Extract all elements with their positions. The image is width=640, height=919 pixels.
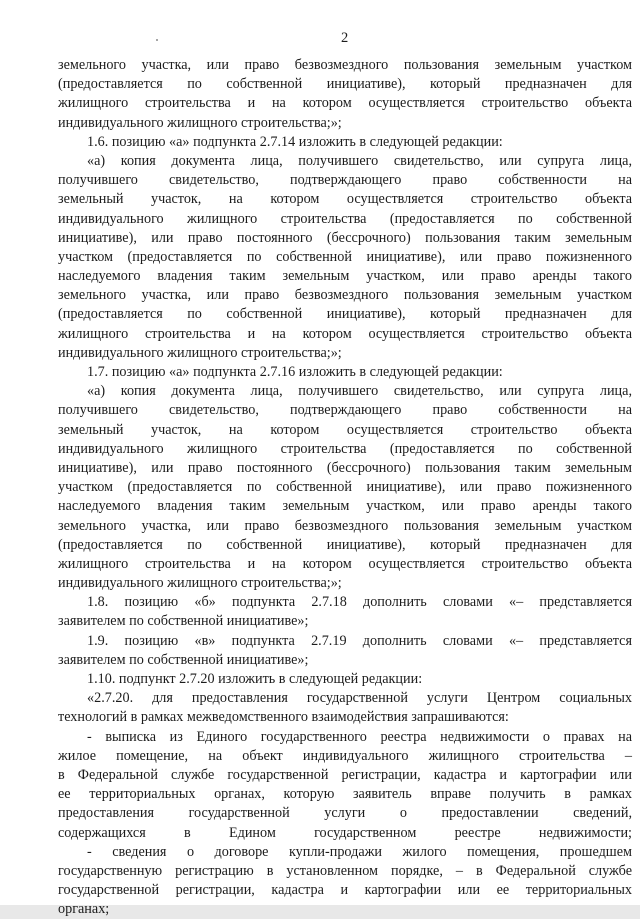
- text-line: (предоставляется по собственной инициативе), который предназначен для: [58, 76, 632, 93]
- paragraph: [58, 382, 632, 593]
- text-line: государственную регистрацию в установленном порядке, – в Федеральной службе: [58, 862, 632, 879]
- paragraph: [58, 593, 632, 631]
- text-line: индивидуального жилищного строительства (предоставляется по собственной: [58, 440, 632, 457]
- text-line: индивидуального жилищного строительства;»;: [58, 344, 342, 361]
- text-line: «2.7.20. для предоставления государственной услуги Центром социальных: [87, 690, 632, 707]
- text-line: предоставления государственной услуги о предоставлении сведений,: [58, 805, 632, 822]
- text-line: инициативе), или право постоянного (бессрочного) пользования таким земельным: [58, 229, 632, 246]
- text-line: 1.7. позицию «а» подпункта 2.7.16 изложить в следующей редакции:: [87, 364, 503, 380]
- paragraph: [58, 152, 632, 363]
- text-line: участком (предоставляется по собственной инициативе), или право пожизненного: [58, 479, 632, 496]
- text-line: инициативе), или право постоянного (бессрочного) пользования таким земельным: [58, 459, 632, 476]
- text-line: земельный участок, на котором осуществляется строительство объекта: [58, 191, 632, 208]
- text-line: технологий в рамках межведомственного взаимодействия запрашиваются:: [58, 709, 509, 726]
- text-line: земельного участка, или право безвозмездного пользования земельным участком: [58, 287, 632, 304]
- text-line: получившего свидетельство, подтверждающего право собственности на: [58, 172, 632, 189]
- text-line: наследуемого владения таким земельным участком, или право аренды такого: [58, 268, 632, 285]
- text-line: - сведения о договоре купли-продажи жилого помещения, прошедшем: [87, 843, 632, 860]
- text-line: жилищного строительства и на котором осуществляется строительство объекта: [58, 325, 632, 342]
- text-line: земельного участка, или право безвозмездного пользования земельным участком: [58, 517, 632, 534]
- text-line: жилищного строительства и на котором осуществляется строительство объекта: [58, 555, 632, 572]
- paragraph: [58, 689, 632, 727]
- paragraph: [58, 670, 632, 689]
- text-line: 1.8. позицию «б» подпункта 2.7.18 дополнить словами «– представляется: [87, 594, 632, 611]
- paragraph: [58, 133, 632, 152]
- text-line: органах;: [58, 901, 110, 918]
- text-line: 1.6. позицию «а» подпункта 2.7.14 изложить в следующей редакции:: [87, 133, 503, 150]
- text-line: индивидуального жилищного строительства;»;: [58, 575, 342, 592]
- text-line: - выписка из Единого государственного реестра недвижимости о правах на: [87, 728, 632, 745]
- text-line: жилищного строительства и на котором осуществляется строительство объекта: [58, 95, 632, 112]
- text-line: содержащихся в Едином государственном реестре недвижимости;: [58, 824, 632, 841]
- paragraph: [58, 728, 632, 919]
- text-line: наследуемого владения таким земельным участком, или право аренды такого: [58, 498, 632, 515]
- text-line: ее территориальных органах, которую заявитель вправе получить в рамках: [58, 786, 632, 803]
- page-number: 2: [341, 30, 349, 46]
- paragraph: [58, 363, 632, 382]
- text-line: заявителем по собственной инициативе»;: [58, 613, 309, 630]
- text-line: (предоставляется по собственной инициативе), который предназначен для: [58, 536, 632, 553]
- text-line: участком (предоставляется по собственной инициативе), или право пожизненного: [58, 248, 632, 265]
- text-line: (предоставляется по собственной инициативе), который предназначен для: [58, 306, 632, 323]
- text-line: 1.9. позицию «в» подпункта 2.7.19 дополнить словами «– представляется: [87, 632, 632, 649]
- document-body: [58, 56, 632, 919]
- text-line: заявителем по собственной инициативе»;: [58, 651, 309, 668]
- scan-speck: [156, 39, 158, 41]
- text-line: в Федеральной службе государственной регистрации, кадастра и картографии или: [58, 766, 632, 783]
- text-line: земельный участок, на котором осуществляется строительство объекта: [58, 421, 632, 438]
- text-line: получившего свидетельство, подтверждающего право собственности на: [58, 402, 632, 419]
- paragraph: [58, 56, 632, 133]
- text-line: жилое помещение, на объект индивидуального жилищного строительства –: [58, 747, 632, 764]
- text-line: индивидуального жилищного строительства (предоставляется по собственной: [58, 210, 632, 227]
- text-line: «а) копия документа лица, получившего свидетельство, или супруга лица,: [87, 383, 632, 400]
- text-line: 1.10. подпункт 2.7.20 изложить в следующей редакции:: [87, 671, 423, 687]
- text-line: земельного участка, или право безвозмездного пользования земельным участком: [58, 57, 632, 73]
- text-line: «а) копия документа лица, получившего свидетельство, или супруга лица,: [87, 152, 632, 169]
- text-line: государственной регистрации, кадастра и картографии или ее территориальных: [58, 882, 632, 899]
- paragraph: [58, 632, 632, 670]
- text-line: индивидуального жилищного строительства;»;: [58, 114, 342, 131]
